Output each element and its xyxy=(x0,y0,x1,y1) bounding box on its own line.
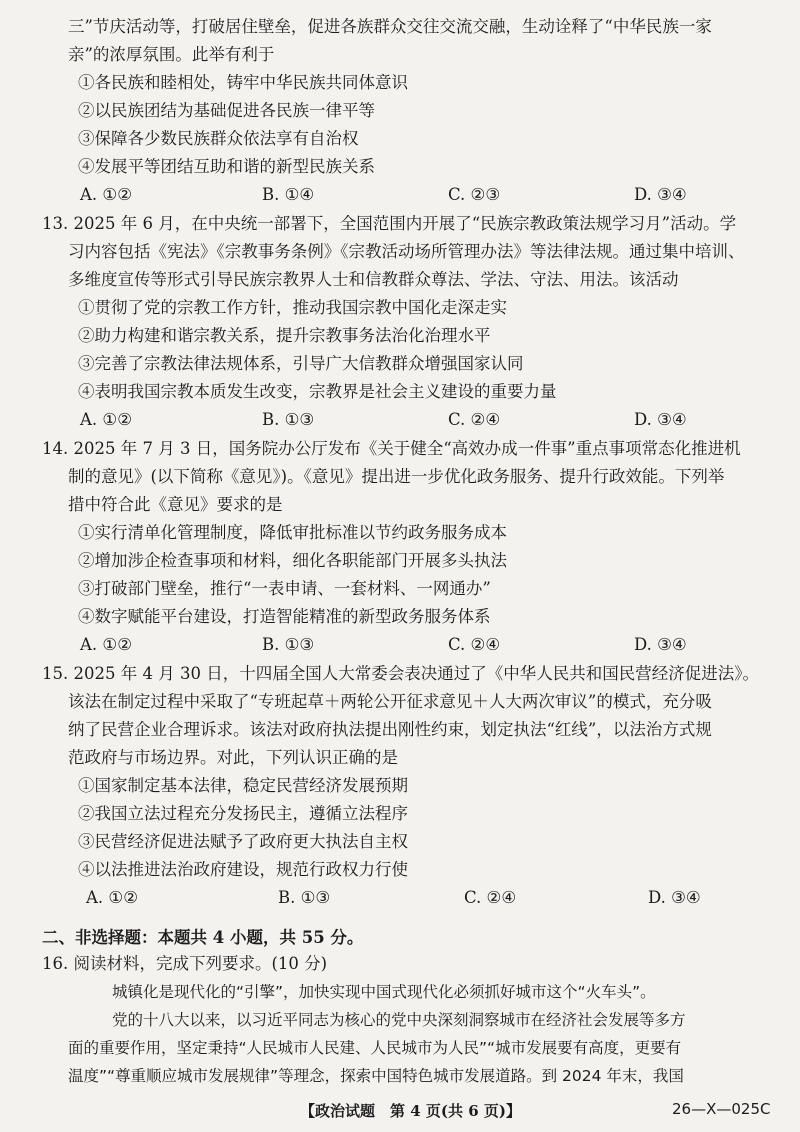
q15-stem-line-4: 范政府与市场边界。对此，下列认识正确的是 xyxy=(68,748,398,767)
q15-option-d[interactable]: D. ③④ xyxy=(648,888,701,907)
q14-option-d[interactable]: D. ③④ xyxy=(634,635,687,654)
q12-statement-1: ①各民族和睦相处，铸牢中华民族共同体意识 xyxy=(78,73,408,92)
page-footer-label: 【政治试题 第 4 页(共 6 页)】 xyxy=(300,1102,521,1120)
q14-option-b[interactable]: B. ①③ xyxy=(262,635,315,654)
q14-statement-1: ①实行清单化管理制度，降低审批标准以节约政务服务成本 xyxy=(78,523,507,542)
q14-stem-line-3: 措中符合此《意见》要求的是 xyxy=(68,495,283,514)
q15-stem-line-3: 纳了民营企业合理诉求。该法对政府执法提出刚性约束，划定执法“红线”，以法治方式规 xyxy=(68,720,712,739)
q15-statement-1: ①国家制定基本法律，稳定民营经济发展预期 xyxy=(78,776,408,795)
exam-code: 26—X—025C xyxy=(672,1100,771,1118)
q15-options xyxy=(0,887,800,909)
q13-option-a[interactable]: A. ①② xyxy=(80,410,132,429)
q13-statement-3: ③完善了宗教法律法规体系，引导广大信教群众增强国家认同 xyxy=(78,354,524,373)
q12-stem-line-2: 亲”的浓厚氛围。此举有利于 xyxy=(68,45,275,64)
q14-statement-2: ②增加涉企检查事项和材料，细化各职能部门开展多头执法 xyxy=(78,551,507,570)
q16-stem: 16. 阅读材料，完成下列要求。(10 分) xyxy=(42,954,328,973)
q15-option-a[interactable]: A. ①② xyxy=(86,888,138,907)
q13-stem-line-3: 多维度宣传等形式引导民族宗教界人士和信教群众尊法、学法、守法、用法。该活动 xyxy=(68,270,679,289)
q15-statement-4: ④以法推进法治政府建设，规范行政权力行使 xyxy=(78,860,408,879)
q14-options xyxy=(0,634,800,656)
q12-options xyxy=(0,184,800,206)
q14-statement-3: ③打破部门壁垒，推行“一表申请、一套材料、一网通办” xyxy=(78,579,491,598)
q13-option-b[interactable]: B. ①③ xyxy=(262,410,315,429)
q15-statement-3: ③民营经济促进法赋予了政府更大执法自主权 xyxy=(78,832,408,851)
q15-option-c[interactable]: C. ②④ xyxy=(464,888,517,907)
q14-stem-line-1: 14. 2025 年 7 月 3 日，国务院办公厅发布《关于健全“高效办成一件事”重点事项常态化推进机 xyxy=(42,439,741,458)
q13-option-d[interactable]: D. ③④ xyxy=(634,410,687,429)
q12-option-c[interactable]: C. ②③ xyxy=(448,185,501,204)
q12-stem-line-1: 三”节庆活动等，打破居住壁垒，促进各族群众交往交流交融，生动诠释了“中华民族一家 xyxy=(68,17,712,36)
q13-options xyxy=(0,409,800,431)
q14-option-c[interactable]: C. ②④ xyxy=(448,635,501,654)
q12-statement-2: ②以民族团结为基础促进各民族一律平等 xyxy=(78,101,375,120)
q15-statement-2: ②我国立法过程充分发扬民主，遵循立法程序 xyxy=(78,804,408,823)
q13-stem-line-1: 13. 2025 年 6 月，在中央统一部署下，全国范围内开展了“民族宗教政策法规学习月”活动。学 xyxy=(42,214,737,233)
q14-stem-line-2: 制的意见》(以下简称《意见》)。《意见》提出进一步优化政务服务、提升行政效能。下列举 xyxy=(68,467,725,486)
q13-option-c[interactable]: C. ②④ xyxy=(448,410,501,429)
q13-stem-line-2: 习内容包括《宪法》《宗教事务条例》《宗教活动场所管理办法》等法律法规。通过集中培训、 xyxy=(68,242,745,261)
q12-statement-4: ④发展平等团结互助和谐的新型民族关系 xyxy=(78,157,375,176)
q12-statement-3: ③保障各少数民族群众依法享有自治权 xyxy=(78,129,359,148)
q13-statement-2: ②助力构建和谐宗教关系，提升宗教事务法治化治理水平 xyxy=(78,326,491,345)
q16-material-para-1: 城镇化是现代化的“引擎”，加快实现中国式现代化必须抓好城市这个“火车头”。 xyxy=(112,983,656,1001)
q15-option-b[interactable]: B. ①③ xyxy=(278,888,331,907)
q14-option-a[interactable]: A. ①② xyxy=(80,635,132,654)
q12-option-b[interactable]: B. ①④ xyxy=(262,185,315,204)
q15-stem-line-2: 该法在制定过程中采取了“专班起草＋两轮公开征求意见＋人大两次审议”的模式，充分吸 xyxy=(68,692,712,711)
q15-stem-line-1: 15. 2025 年 4 月 30 日，十四届全国人大常委会表决通过了《中华人民共和国民营经济促进法》。 xyxy=(42,664,759,683)
q12-option-d[interactable]: D. ③④ xyxy=(634,185,687,204)
q16-material-para-2-line-3: 温度”“尊重顺应城市发展规律”等理念，探索中国特色城市发展道路。到 2024 年末，我国 xyxy=(68,1067,684,1085)
q16-material-para-2-line-2: 面的重要作用，坚定秉持“人民城市人民建、人民城市为人民”“城市发展要有高度，更要有 xyxy=(68,1039,682,1057)
section-2-title: 二、非选择题：本题共 4 小题，共 55 分。 xyxy=(42,928,364,947)
q12-option-a[interactable]: A. ①② xyxy=(80,185,132,204)
q16-material-para-2-line-1: 党的十八大以来，以习近平同志为核心的党中央深刻洞察城市在经济社会发展等多方 xyxy=(112,1011,686,1029)
q13-statement-1: ①贯彻了党的宗教工作方针，推动我国宗教中国化走深走实 xyxy=(78,298,507,317)
q14-statement-4: ④数字赋能平台建设，打造智能精准的新型政务服务体系 xyxy=(78,607,491,626)
q13-statement-4: ④表明我国宗教本质发生改变，宗教界是社会主义建设的重要力量 xyxy=(78,382,557,401)
